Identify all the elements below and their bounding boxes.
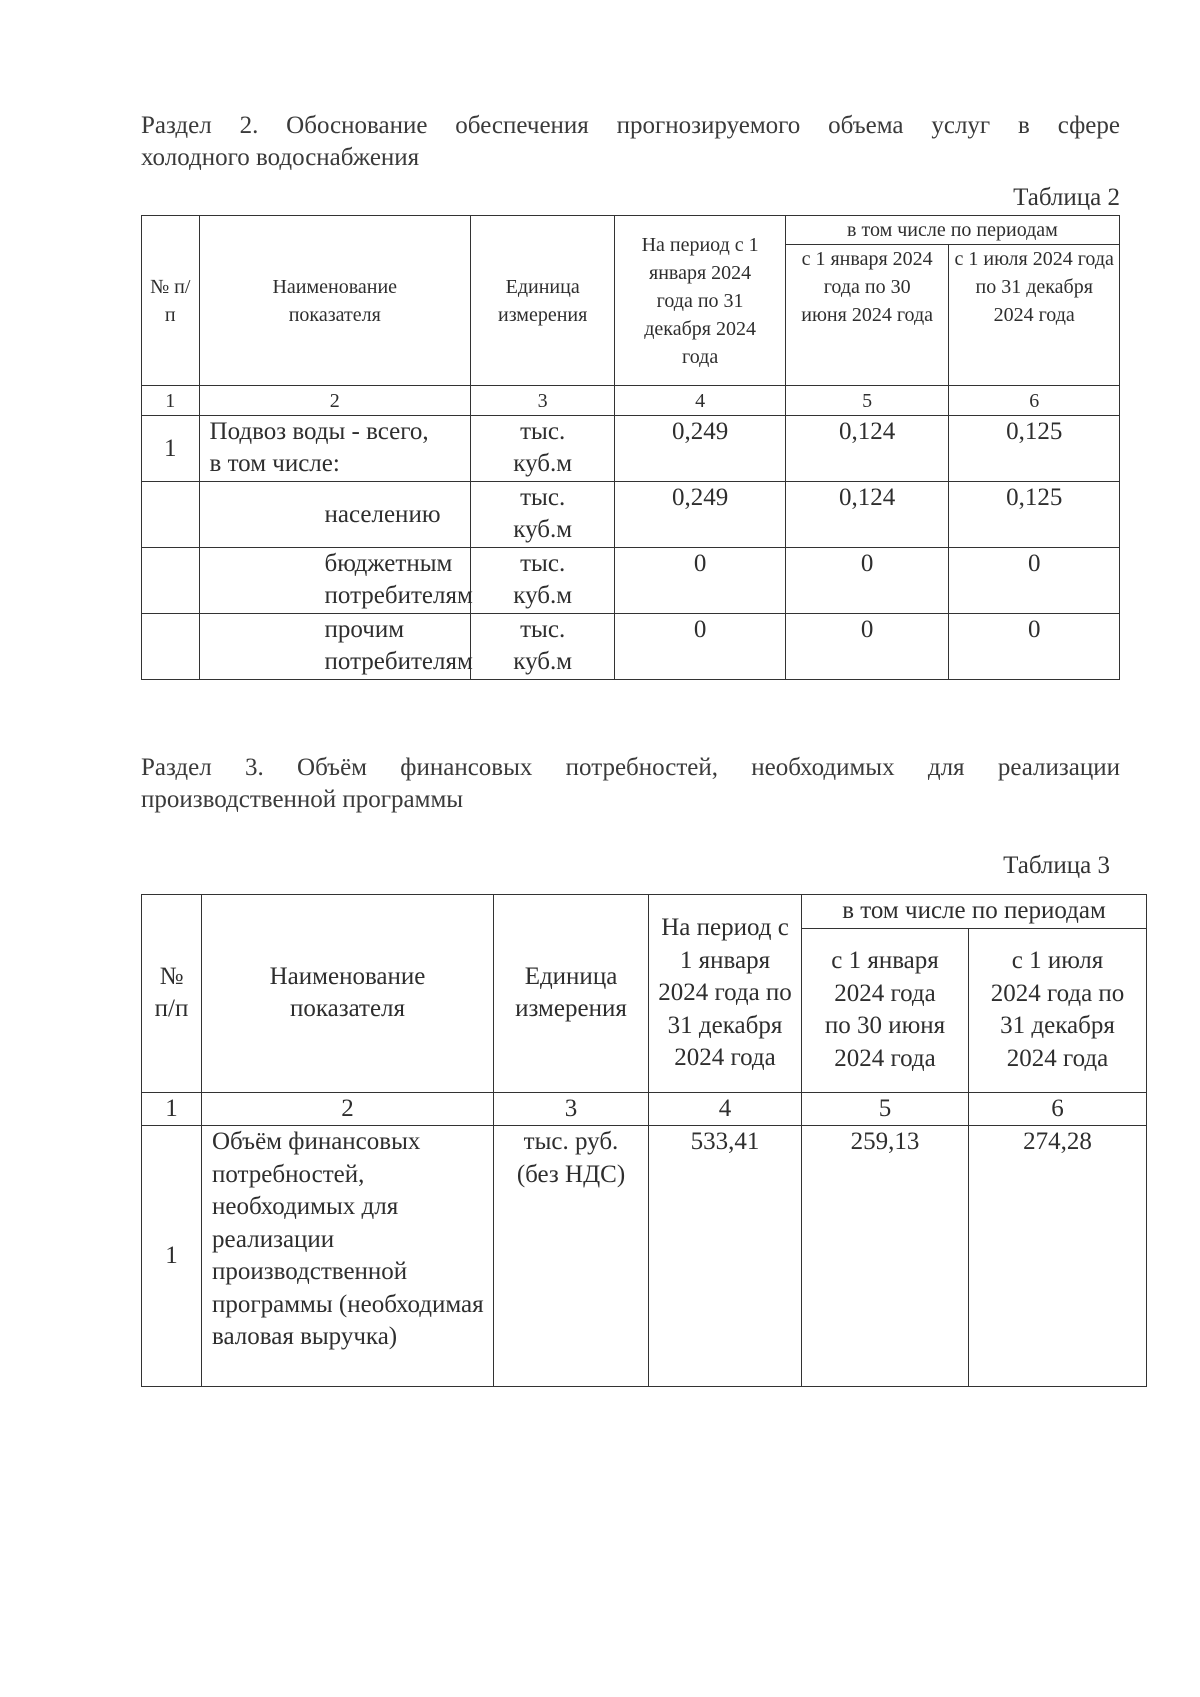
column-number: 4 [615, 386, 786, 416]
row-unit: тыс. куб.м [471, 548, 615, 614]
row-name: бюджетным потребителям [199, 548, 470, 614]
row-total: 0,249 [615, 416, 786, 482]
row-name: населению [199, 482, 470, 548]
row-num [142, 548, 200, 614]
table-3-caption: Таблица 3 [1003, 852, 1110, 879]
header-num: № п/п [142, 895, 202, 1093]
section-3-heading-line1: Раздел 3. Объём финансовых потребностей, необходимых для реализации [141, 754, 1120, 781]
row-total: 533,41 [649, 1126, 802, 1387]
row-total: 0 [615, 548, 786, 614]
header-num: № п/п [142, 216, 200, 386]
column-number: 1 [142, 386, 200, 416]
header-total-period: На период с 1 января 2024 года по 31 декабря 2024 года [615, 216, 786, 386]
row-num: 1 [142, 1126, 202, 1387]
header-name: Наименование показателя [202, 895, 494, 1093]
row-num [142, 614, 200, 680]
table-row [142, 1126, 1147, 1387]
header-period-1: с 1 января 2024 года по 30 июня 2024 года [802, 928, 969, 1092]
table-row [142, 416, 1120, 482]
column-number: 6 [969, 1092, 1147, 1126]
row-unit: тыс. руб. (без НДС) [494, 1126, 649, 1387]
column-number: 3 [471, 386, 615, 416]
header-unit: Единица измерения [471, 216, 615, 386]
row-unit: тыс. куб.м [471, 614, 615, 680]
table-row [142, 548, 1120, 614]
header-name: Наименование показателя [199, 216, 470, 386]
row-period-1: 0 [785, 614, 949, 680]
table-row [142, 482, 1120, 548]
row-name: Подвоз воды - всего, в том числе: [199, 416, 470, 482]
row-unit: тыс. куб.м [471, 482, 615, 548]
row-name: прочим потребителям [199, 614, 470, 680]
column-number: 2 [199, 386, 470, 416]
row-period-2: 0,125 [949, 482, 1120, 548]
section-3-heading-line2: производственной программы [141, 786, 464, 813]
row-total: 0 [615, 614, 786, 680]
section-2-heading-line2: холодного водоснабжения [141, 144, 420, 171]
row-period-1: 0,124 [785, 416, 949, 482]
column-number: 1 [142, 1092, 202, 1126]
row-period-2: 0 [949, 548, 1120, 614]
column-number: 4 [649, 1092, 802, 1126]
row-period-2: 0 [949, 614, 1120, 680]
table-2-caption: Таблица 2 [1013, 184, 1120, 211]
row-unit: тыс. куб.м [471, 416, 615, 482]
column-number: 2 [202, 1092, 494, 1126]
column-number-row [142, 386, 1120, 416]
row-period-1: 0 [785, 548, 949, 614]
header-period-2: с 1 июля 2024 года по 31 декабря 2024 года [969, 928, 1147, 1092]
header-unit: Единица измерения [494, 895, 649, 1093]
section-2-heading-line1: Раздел 2. Обоснование обеспечения прогнозируемого объема услуг в сфере [141, 112, 1120, 139]
section-3-heading [141, 752, 1120, 816]
column-number: 6 [949, 386, 1120, 416]
row-period-2: 0,125 [949, 416, 1120, 482]
row-period-1: 0,124 [785, 482, 949, 548]
table-row [142, 614, 1120, 680]
row-period-2: 274,28 [969, 1126, 1147, 1387]
row-total: 0,249 [615, 482, 786, 548]
column-number: 5 [785, 386, 949, 416]
table-3 [141, 894, 1147, 1387]
row-num: 1 [142, 416, 200, 482]
header-total-period: На период с 1 января 2024 года по 31 декабря 2024 года [649, 895, 802, 1093]
column-number-row [142, 1092, 1147, 1126]
row-num [142, 482, 200, 548]
table-2 [141, 215, 1120, 680]
row-period-1: 259,13 [802, 1126, 969, 1387]
header-group: в том числе по периодам [802, 895, 1147, 929]
header-period-2: с 1 июля 2024 года по 31 декабря 2024 года [949, 245, 1120, 386]
column-number: 5 [802, 1092, 969, 1126]
section-2-heading [141, 110, 1120, 174]
column-number: 3 [494, 1092, 649, 1126]
header-period-1: с 1 января 2024 года по 30 июня 2024 года [785, 245, 949, 386]
row-name: Объём финансовых потребностей, необходимых для реализации производственной программы (необходимая валовая выручка) [202, 1126, 494, 1387]
header-group: в том числе по периодам [785, 216, 1119, 245]
